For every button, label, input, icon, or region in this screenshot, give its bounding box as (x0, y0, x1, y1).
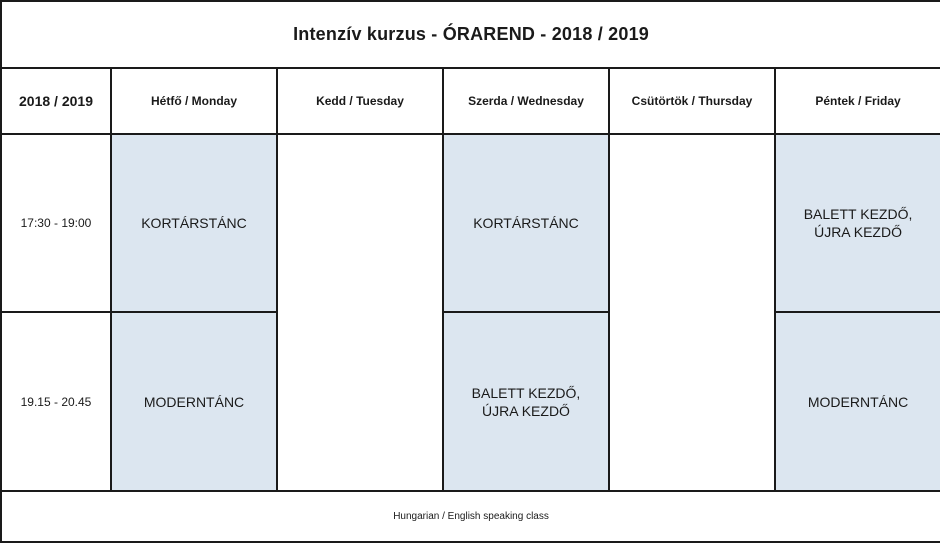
time-slot-label: 19.15 - 20.45 (1, 312, 111, 491)
schedule-title: Intenzív kurzus - ÓRAREND - 2018 / 2019 (1, 1, 940, 68)
class-cell-friday-slot2: MODERNTÁNC (775, 312, 940, 491)
class-name-line: ÚJRA KEZDŐ (482, 402, 570, 419)
class-name-line: ÚJRA KEZDŐ (814, 224, 902, 240)
empty-cell-thursday (609, 134, 775, 491)
class-name-line: BALETT KEZDŐ, (471, 384, 581, 401)
year-header: 2018 / 2019 (1, 68, 111, 134)
header-row (1, 68, 940, 134)
title-row (1, 1, 940, 68)
class-cell-friday-slot1 (775, 134, 940, 312)
footer-note: Hungarian / English speaking class (1, 491, 940, 542)
class-cell-monday-slot1: KORTÁRSTÁNC (111, 134, 277, 312)
class-name-line: BALETT KEZDŐ, (803, 206, 913, 222)
day-header-friday: Péntek / Friday (775, 68, 940, 134)
day-header-tuesday: Kedd / Tuesday (277, 68, 443, 134)
time-slot-row (1, 312, 940, 491)
time-slot-row (1, 134, 940, 312)
class-cell-wednesday-slot2 (443, 312, 609, 491)
empty-cell-tuesday (277, 134, 443, 491)
footer-row (1, 491, 940, 542)
time-slot-label: 17:30 - 19:00 (1, 134, 111, 312)
class-cell-monday-slot2: MODERNTÁNC (111, 312, 277, 491)
class-cell-wednesday-slot1: KORTÁRSTÁNC (443, 134, 609, 312)
day-header-thursday: Csütörtök / Thursday (609, 68, 775, 134)
day-header-wednesday: Szerda / Wednesday (443, 68, 609, 134)
day-header-monday: Hétfő / Monday (111, 68, 277, 134)
